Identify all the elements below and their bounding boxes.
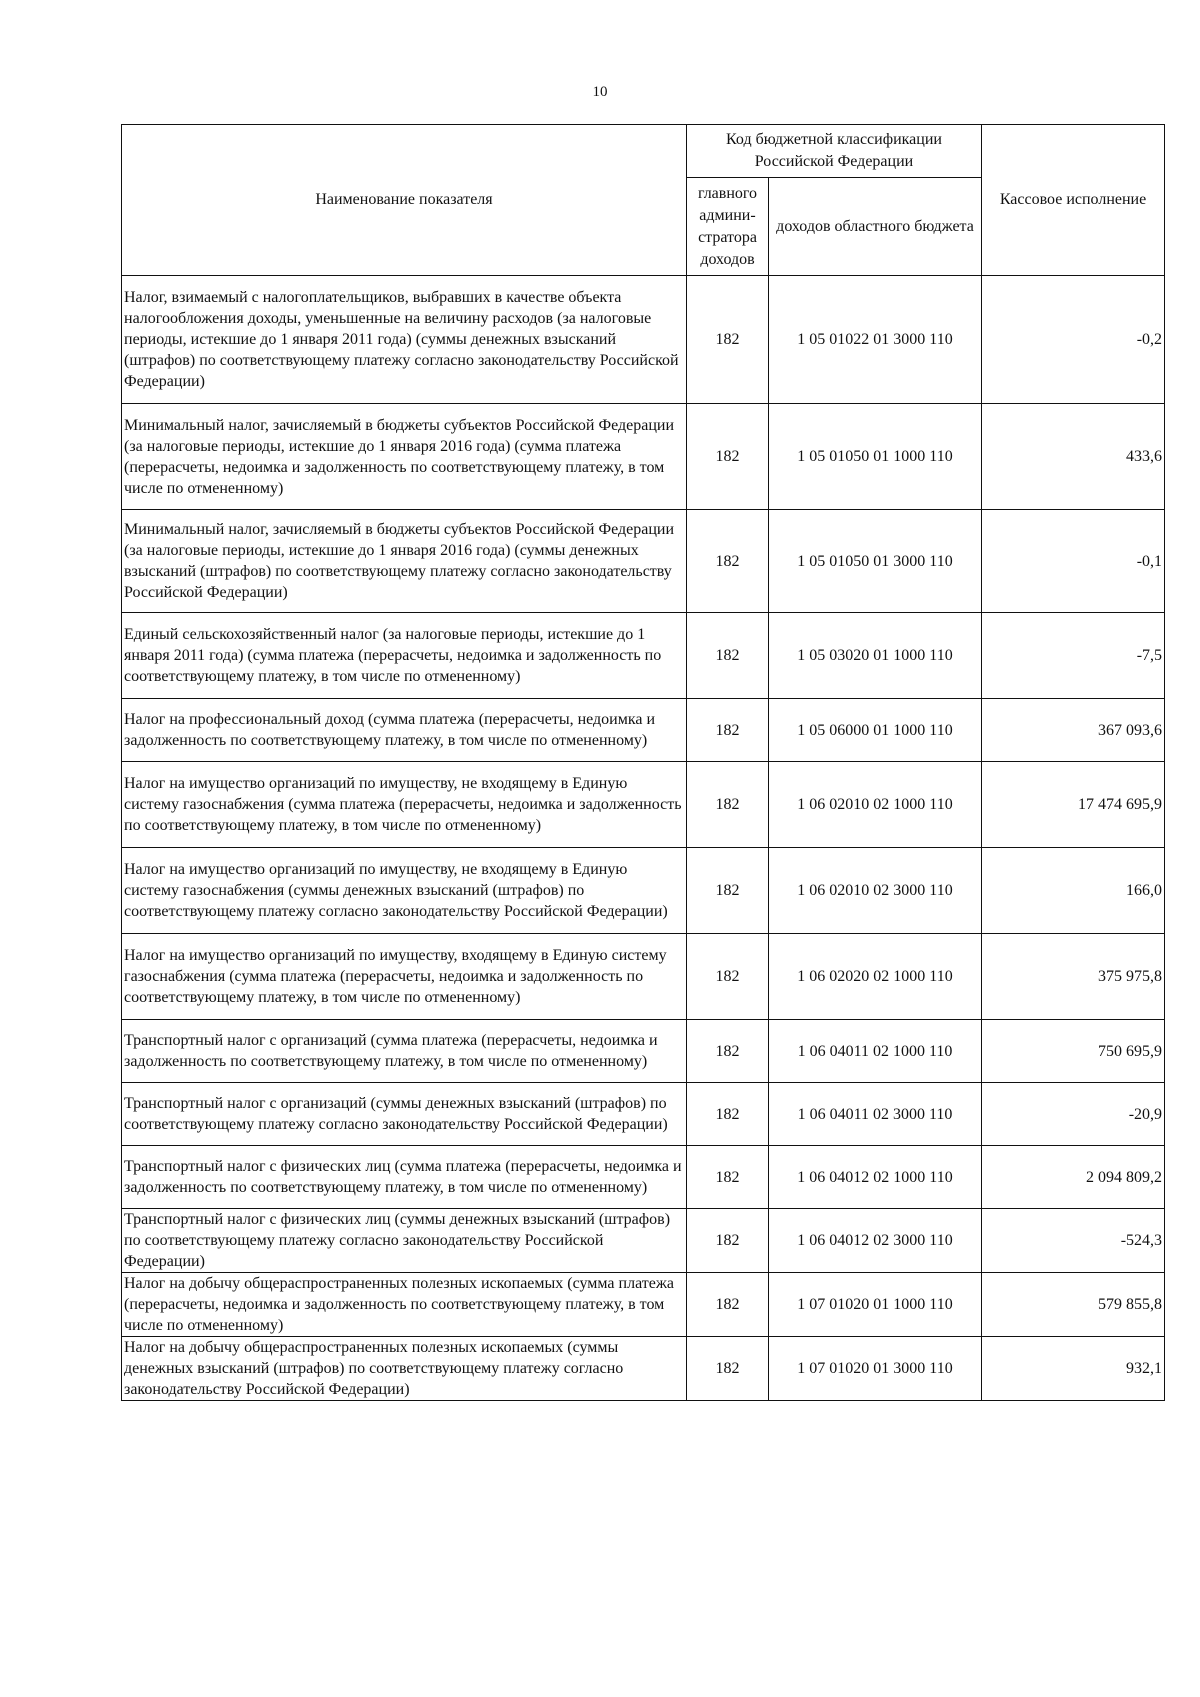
- indicator-name-cell: Транспортный налог с организаций (сумма платежа (перерасчеты, недоимка и задолженность по соответствующему платежу, в том числе по отмененному): [122, 1020, 687, 1083]
- page-number: 10: [592, 84, 608, 100]
- header-chief-administrator: главного админи-стратора доходов: [687, 178, 769, 276]
- cash-execution-cell: 433,6: [982, 404, 1165, 510]
- budget-revenue-code-cell: 1 05 01022 01 3000 110: [769, 276, 982, 404]
- budget-revenue-code-cell: 1 06 02010 02 3000 110: [769, 848, 982, 934]
- indicator-name-cell: Налог, взимаемый с налогоплательщиков, выбравших в качестве объекта налогообложения доходы, уменьшенные на величину расходов (за налоговые периоды, истекшие до 1 января 2011 года) (суммы денежных взысканий (штрафов) по соответствующему платежу согласно законодательству Российской Федерации): [122, 276, 687, 404]
- chief-administrator-code-cell: 182: [687, 1146, 769, 1209]
- indicator-name-cell: Налог на имущество организаций по имуществу, не входящему в Единую систему газоснабжения (суммы денежных взысканий (штрафов) по соответствующему платежу согласно законодательству Российской Федерации): [122, 848, 687, 934]
- budget-revenue-code-cell: 1 07 01020 01 1000 110: [769, 1273, 982, 1337]
- budget-revenue-code-cell: 1 05 01050 01 1000 110: [769, 404, 982, 510]
- table-row: [122, 1146, 1165, 1209]
- header-indicator-name: Наименование показателя: [122, 125, 687, 276]
- table-row: [122, 1020, 1165, 1083]
- cash-execution-cell: 750 695,9: [982, 1020, 1165, 1083]
- budget-revenue-code-cell: 1 06 02010 02 1000 110: [769, 762, 982, 848]
- cash-execution-cell: -20,9: [982, 1083, 1165, 1146]
- cash-execution-cell: -0,2: [982, 276, 1165, 404]
- table-header: [122, 125, 1165, 276]
- table-row: [122, 699, 1165, 762]
- header-regional-budget-revenue: доходов областного бюджета: [769, 178, 982, 276]
- cash-execution-cell: 166,0: [982, 848, 1165, 934]
- cash-execution-cell: 375 975,8: [982, 934, 1165, 1020]
- table-body: [122, 276, 1165, 1401]
- table-row: [122, 613, 1165, 699]
- table-row: [122, 848, 1165, 934]
- cash-execution-cell: -0,1: [982, 510, 1165, 613]
- cash-execution-cell: 17 474 695,9: [982, 762, 1165, 848]
- budget-revenue-code-cell: 1 06 02020 02 1000 110: [769, 934, 982, 1020]
- chief-administrator-code-cell: 182: [687, 510, 769, 613]
- indicator-name-cell: Налог на добычу общераспространенных полезных ископаемых (сумма платежа (перерасчеты, недоимка и задолженность по соответствующему платежу, в том числе по отмененному): [122, 1273, 687, 1337]
- indicator-name-cell: Налог на профессиональный доход (сумма платежа (перерасчеты, недоимка и задолженность по соответствующему платежу, в том числе по отмененному): [122, 699, 687, 762]
- chief-administrator-code-cell: 182: [687, 848, 769, 934]
- header-cash-execution: Кассовое исполнение: [982, 125, 1165, 276]
- indicator-name-cell: Налог на имущество организаций по имуществу, не входящему в Единую систему газоснабжения (сумма платежа (перерасчеты, недоимка и задолженность по соответствующему платежу, в том числе по отмененному): [122, 762, 687, 848]
- chief-administrator-code-cell: 182: [687, 762, 769, 848]
- chief-administrator-code-cell: 182: [687, 1020, 769, 1083]
- chief-administrator-code-cell: 182: [687, 1083, 769, 1146]
- cash-execution-cell: -7,5: [982, 613, 1165, 699]
- budget-revenue-code-cell: 1 05 06000 01 1000 110: [769, 699, 982, 762]
- cash-execution-cell: 579 855,8: [982, 1273, 1165, 1337]
- cash-execution-cell: 2 094 809,2: [982, 1146, 1165, 1209]
- table-row: [122, 510, 1165, 613]
- table-row: [122, 1083, 1165, 1146]
- indicator-name-cell: Транспортный налог с физических лиц (сумма платежа (перерасчеты, недоимка и задолженность по соответствующему платежу, в том числе по отмененному): [122, 1146, 687, 1209]
- chief-administrator-code-cell: 182: [687, 404, 769, 510]
- chief-administrator-code-cell: 182: [687, 934, 769, 1020]
- chief-administrator-code-cell: 182: [687, 613, 769, 699]
- table-row: [122, 762, 1165, 848]
- table-row: [122, 1337, 1165, 1401]
- budget-revenue-code-cell: 1 05 01050 01 3000 110: [769, 510, 982, 613]
- chief-administrator-code-cell: 182: [687, 1209, 769, 1273]
- indicator-name-cell: Налог на добычу общераспространенных полезных ископаемых (суммы денежных взысканий (штрафов) по соответствующему платежу согласно законодательству Российской Федерации): [122, 1337, 687, 1401]
- indicator-name-cell: Минимальный налог, зачисляемый в бюджеты субъектов Российской Федерации (за налоговые периоды, истекшие до 1 января 2016 года) (суммы денежных взысканий (штрафов) по соответствующему платежу согласно законодательству Российской Федерации): [122, 510, 687, 613]
- cash-execution-cell: -524,3: [982, 1209, 1165, 1273]
- table-row: [122, 404, 1165, 510]
- table-row: [122, 276, 1165, 404]
- cash-execution-cell: 367 093,6: [982, 699, 1165, 762]
- table-row: [122, 934, 1165, 1020]
- indicator-name-cell: Единый сельскохозяйственный налог (за налоговые периоды, истекшие до 1 января 2011 года) (сумма платежа (перерасчеты, недоимка и задолженность по соответствующему платежу, в том числе по отмененному): [122, 613, 687, 699]
- budget-revenue-code-cell: 1 05 03020 01 1000 110: [769, 613, 982, 699]
- chief-administrator-code-cell: 182: [687, 1273, 769, 1337]
- budget-revenue-code-cell: 1 06 04011 02 1000 110: [769, 1020, 982, 1083]
- indicator-name-cell: Транспортный налог с организаций (суммы денежных взысканий (штрафов) по соответствующему платежу согласно законодательству Российской Федерации): [122, 1083, 687, 1146]
- budget-revenue-code-cell: 1 06 04012 02 3000 110: [769, 1209, 982, 1273]
- chief-administrator-code-cell: 182: [687, 276, 769, 404]
- indicator-name-cell: Транспортный налог с физических лиц (суммы денежных взысканий (штрафов) по соответствующему платежу согласно законодательству Российской Федерации): [122, 1209, 687, 1273]
- cash-execution-cell: 932,1: [982, 1337, 1165, 1401]
- table-row: [122, 1209, 1165, 1273]
- table-row: [122, 1273, 1165, 1337]
- indicator-name-cell: Минимальный налог, зачисляемый в бюджеты субъектов Российской Федерации (за налоговые периоды, истекшие до 1 января 2016 года) (сумма платежа (перерасчеты, недоимка и задолженность по соответствующему платежу, в том числе по отмененному): [122, 404, 687, 510]
- budget-revenue-code-cell: 1 06 04012 02 1000 110: [769, 1146, 982, 1209]
- budget-revenue-code-cell: 1 06 04011 02 3000 110: [769, 1083, 982, 1146]
- chief-administrator-code-cell: 182: [687, 1337, 769, 1401]
- budget-revenue-code-cell: 1 07 01020 01 3000 110: [769, 1337, 982, 1401]
- chief-administrator-code-cell: 182: [687, 699, 769, 762]
- revenue-table: [121, 124, 1165, 1401]
- indicator-name-cell: Налог на имущество организаций по имуществу, входящему в Единую систему газоснабжения (сумма платежа (перерасчеты, недоимка и задолженность по соответствующему платежу, в том числе по отмененному): [122, 934, 687, 1020]
- header-budget-classification-code: Код бюджетной классификации Российской Федерации: [687, 125, 982, 178]
